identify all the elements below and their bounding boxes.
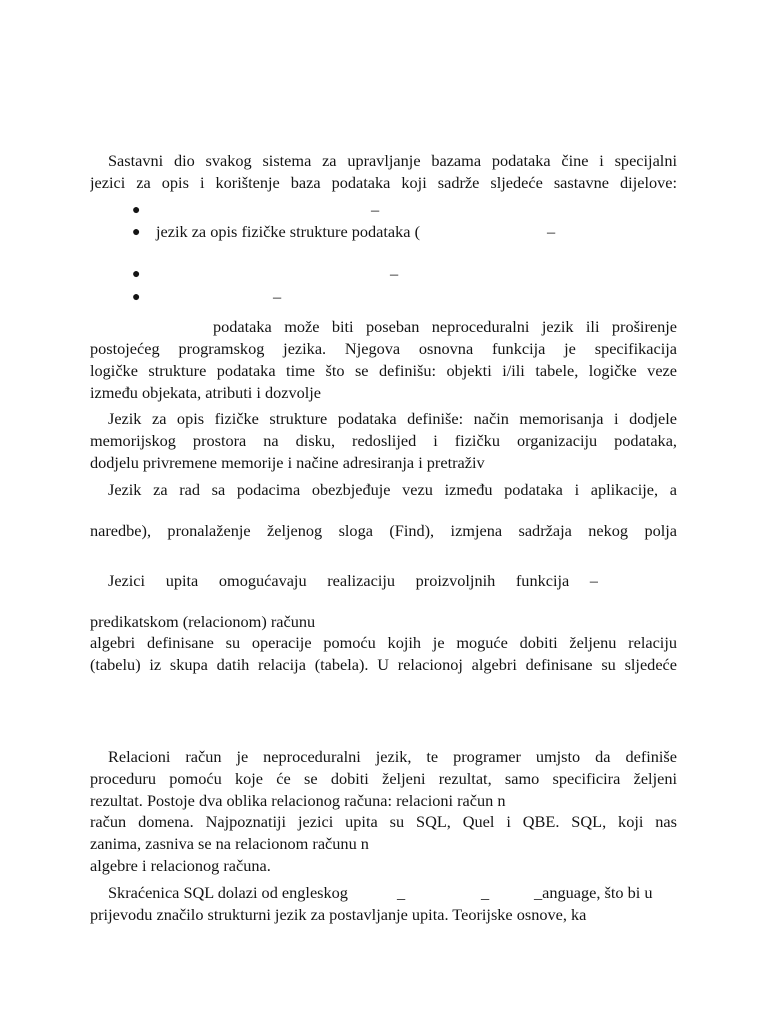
p7-line1-end: _anguage, što bi u (534, 883, 653, 902)
p2-line4: između objekata, atributi i dozvolje (90, 383, 322, 402)
bullet-4-icon: ● (132, 290, 141, 305)
bullet-3-dash: – (390, 264, 399, 283)
p7-underscore-1: _ (397, 883, 406, 902)
bullet-4-dash: – (273, 287, 282, 306)
bullet-2-text: jezik za opis fizičke strukture podataka ( (156, 222, 421, 241)
p4-line1: Jezik za rad sa podacima obezbjeđuje vezu između podataka i aplikacije, a (108, 480, 677, 499)
p5-line3: algebri definisane su operacije pomoću kojih je moguće dobiti željenu relaciju (90, 633, 677, 652)
p3-line1: Jezik za opis fizičke strukture podataka definiše: način memorisanja i dodjele (108, 409, 677, 428)
p5-line4: (tabelu) iz skupa datih relacija (tabela). U relacionoj algebri definisane su sljedeće (90, 655, 677, 674)
p5-line2: predikatskom (relacionom) računu (90, 612, 316, 631)
bullet-3-icon: ● (132, 267, 141, 282)
bullet-1-dash: – (371, 200, 380, 219)
p3-line3: dodjelu privremene memorije i načine adresiranja i pretraživ (90, 453, 485, 472)
p6-line6: algebre i relacionog računa. (90, 856, 271, 875)
p5-line1: Jezici upita omogućavaju realizaciju proizvoljnih funkcija – (108, 571, 598, 590)
p2-line1: podataka može biti poseban neproceduralni jezik ili proširenje (213, 317, 677, 336)
p3-line2: memorijskog prostora na disku, redoslijed i fizičku organizaciju podataka, (90, 431, 677, 450)
p2-line3: logičke strukture podataka time što se definišu: objekti i/ili tabele, logičke veze (90, 361, 677, 380)
p7-underscore-2: _ (481, 883, 490, 902)
bullet-1-icon: ● (132, 203, 141, 218)
p1-line1: Sastavni dio svakog sistema za upravljanje bazama podataka čine i specijalni (108, 151, 677, 170)
p6-line4: račun domena. Najpoznatiji jezici upita su SQL, Quel i QBE. SQL, koji nas (90, 812, 677, 831)
p6-line3: rezultat. Postoje dva oblika relacionog računa: relacioni račun n (90, 791, 506, 810)
p7-line1-start: Skraćenica SQL dolazi od engleskog (108, 883, 348, 902)
p6-line2: proceduru pomoću koje će se dobiti željeni rezultat, samo specificira željeni (90, 769, 677, 788)
p6-line5: zanima, zasniva se na relacionom računu n (90, 834, 369, 853)
p2-line2: postojećeg programskog jezika. Njegova osnovna funkcija je specifikacija (90, 339, 677, 358)
p4-line2: naredbe), pronalaženje željenog sloga (Find), izmjena sadržaja nekog polja (90, 521, 677, 540)
bullet-2-icon: ● (132, 225, 141, 240)
p1-line2: jezici za opis i korištenje baza podataka koji sadrže sljedeće sastavne dijelove: (90, 173, 677, 192)
bullet-2-dash: – (547, 222, 556, 241)
p7-line2: prijevodu značilo strukturni jezik za postavljanje upita. Teorijske osnove, ka (90, 905, 587, 924)
p6-line1: Relacioni račun je neproceduralni jezik, te programer umjsto da definiše (108, 747, 677, 766)
